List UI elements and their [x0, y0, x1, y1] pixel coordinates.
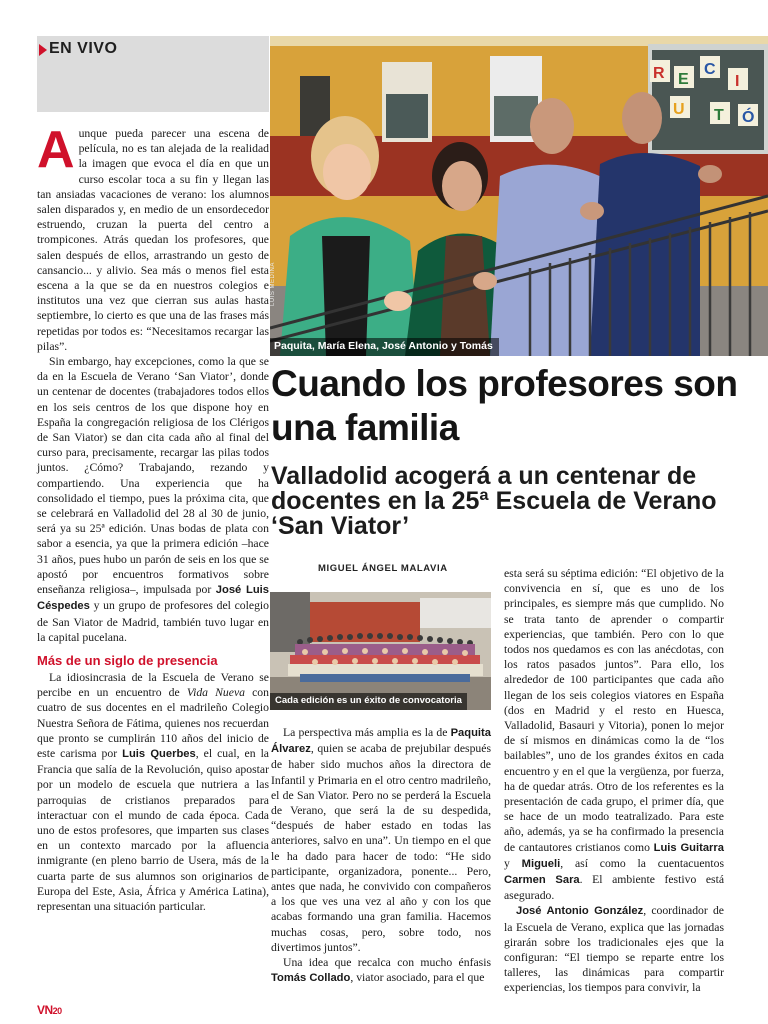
body-paragraph: José Antonio González, coordinador de la Escuela de Verano, explica que las jornadas girarán sobre los tradicionales ejes que la configuran: “El tiempo se reparte entre los talleres, las dinámicas para compartir experiencias, los tiempos para convivir, la — [504, 904, 724, 995]
body-column-1 — [37, 121, 269, 914]
svg-text:E: E — [678, 71, 689, 88]
main-photo-caption: Paquita, María Elena, José Antonio y Tomás — [270, 338, 499, 356]
body-paragraph: Sin embargo, hay excepciones, como la que se da en la Escuela de Verano ‘San Viator’, donde un centenar de docentes (trabajadores todos ellos en los seis centros de los que dispone hoy en España la congregación religiosa de los Clérigos de San Viator) se dan cita cada año al final del curso para, precisamente, recargar las pilas todos juntos. ¿Cómo? Trabajando, rezando y compartiendo. Una experiencia que ha consolidado el tiempo, pues la próxima cita, que se celebrará en Valladolid del 28 al 30 de junio, será ya su 25ª edición. Unas bodas de plata con sabor a esencia, ya que la primera edición –hace 31 años, pues hubo un parón de seis en los que se apostó por encuentros formativos sobre enseñanza religiosa–, impulsada por José Luis Céspedes y un grupo de profesores del colegio de San Viator de Madrid, también tuvo lugar en la capital pucelana. — [37, 355, 269, 644]
section-label: EN VIVO — [49, 40, 118, 57]
svg-text:I: I — [735, 73, 740, 90]
article-headline: Cuando los profesores son una familia — [271, 363, 738, 448]
section-subheading: Más de un siglo de presencia — [37, 652, 218, 668]
page-folio — [37, 1003, 62, 1017]
body-paragraph: Una idea que recalca con mucho énfasis Tomás Collado, viator asociado, para el que — [271, 956, 491, 985]
person-name: Luis Querbes — [122, 747, 196, 760]
drop-cap: A — [37, 121, 75, 179]
svg-text:T: T — [714, 107, 724, 124]
person-name: Carmen Sara — [504, 874, 580, 887]
svg-text:U: U — [673, 101, 685, 118]
section-tag — [37, 36, 269, 112]
magazine-logo: VN — [37, 1003, 53, 1017]
lead-paragraph: Aunque pueda parecer una escena de película, no es tan alejada de la realidad la imagen que evoca el día en que un curso escolar toca a su fin y llegan las tan ansiadas vacaciones de verano: los alumnos salen disparados y, en medio de un ensordecedor estruendo, cruzan la puerta del centro a trompicones. Atrás quedan los profesores, que salen después de ellos, arrastrando un gesto de cansancio... y alivio. Sea más o menos fiel esta escena a la que se da en nuestros colegios e institutos una vez que cierran sus aulas hasta septiembre, lo cierto es que una de las frases más repetidas por todos es: “Necesitamos recargar las pilas”. — [37, 121, 269, 353]
person-name: Luis Guitarra — [653, 841, 724, 854]
svg-text:C: C — [704, 61, 716, 78]
main-photo — [270, 36, 768, 356]
page-number: 20 — [52, 1006, 62, 1016]
svg-text:Ó: Ó — [742, 109, 755, 126]
body-column-2 — [271, 725, 491, 986]
person-name: Migueli — [521, 857, 561, 870]
triangle-marker-icon — [39, 44, 47, 56]
person-name: José Antonio González — [516, 905, 644, 918]
person-name: Paquita Álvarez — [271, 727, 491, 756]
svg-text:R: R — [653, 65, 665, 82]
photo-credit: LUIS MEDINA — [270, 262, 276, 306]
main-photo-illustration — [270, 36, 768, 356]
body-column-3 — [504, 566, 724, 996]
body-paragraph: La idiosincrasia de la Escuela de Verano se percibe en un encuentro de Vida Nueva con cuatro de sus docentes en el madrileño Colegio Nuestra Señora de Fátima, quienes nos recuerdan que pronto se cumplirán 110 años del inicio de este carisma por Luis Querbes, el cual, en la Francia que salía de la Revolución, quiso apostar por un modelo de escuela que nutriera a las parroquias de cristianos preparados para interactuar con el mundo de cada época. Cada uno de estos profesores, que imparten sus clases en un contexto marcado por la afluencia inmigrante (en pleno barrio de Usera, más de la cuarta parte de sus alumnos son originarios de Europa del Este, Asia, África y América Latina), representan una situación particular. — [37, 670, 269, 913]
byline: MIGUEL ÁNGEL MALAVIA — [318, 563, 448, 574]
person-name: Tomás Collado — [271, 972, 351, 985]
body-paragraph: esta será su séptima edición: “El objetivo de la convivencia en sí, que es uno de los principales, es siempre más que cumplido. No se trata tanto de aprender o compartir experiencias, que también. Pero con lo que todos nos quedamos es con las anécdotas, con los ratos pasados juntos”. Para ello, los alrededor de 100 participantes que cada año llegan de los seis colegios viatores en España (dos en Madrid y el resto en Huesca, Valladolid, Basauri y Vitoria), ponen lo mejor de sí mismos en dinámicas como la de “los bailables”, uno de los grandes éxitos en cada encuentro y en el que la vergüenza, por fuerza, ha de quedar atrás. Otro de los referentes es la presentación de cada grupo, el primer día, que se hace de un modo teatralizado. Para este año, además, ya se ha confirmado la presencia de cantautores cristianos como Luis Guitarra y Migueli, así como la cuentacuentos Carmen Sara. El ambiente festivo está asegurado. — [504, 567, 725, 903]
person-name: José Luis Céspedes — [37, 584, 269, 613]
group-photo-caption: Cada edición es un éxito de convocatoria — [270, 693, 467, 710]
magazine-title: Vida Nueva — [186, 686, 245, 700]
article-subhead: Valladolid acogerá a un centenar de docentes en la 25ª Escuela de Verano ‘San Viator’ — [271, 462, 717, 540]
group-photo — [270, 592, 491, 710]
body-paragraph: La perspectiva más amplia es la de Paquita Álvarez, quien se acaba de prejubilar después de haber sido muchos años la directora de Infantil y Primaria en el otro centro madrileño, el de San Viator. Pero no se perderá la Escuela de Verano, que será la de su despedida, “después de haber estado en todas las anteriores, salvo en una”. Un tiempo en el que le ha dado para hacer de todo: “He sido participante, organizadora, ponente... Pero, antes que nada, he convivido con compañeros a los que ves una vez al año y con los que acabas formando una gran familia. Hacemos muchas cosas, pero, sobre todo, nos divertimos juntos”. — [271, 726, 491, 954]
